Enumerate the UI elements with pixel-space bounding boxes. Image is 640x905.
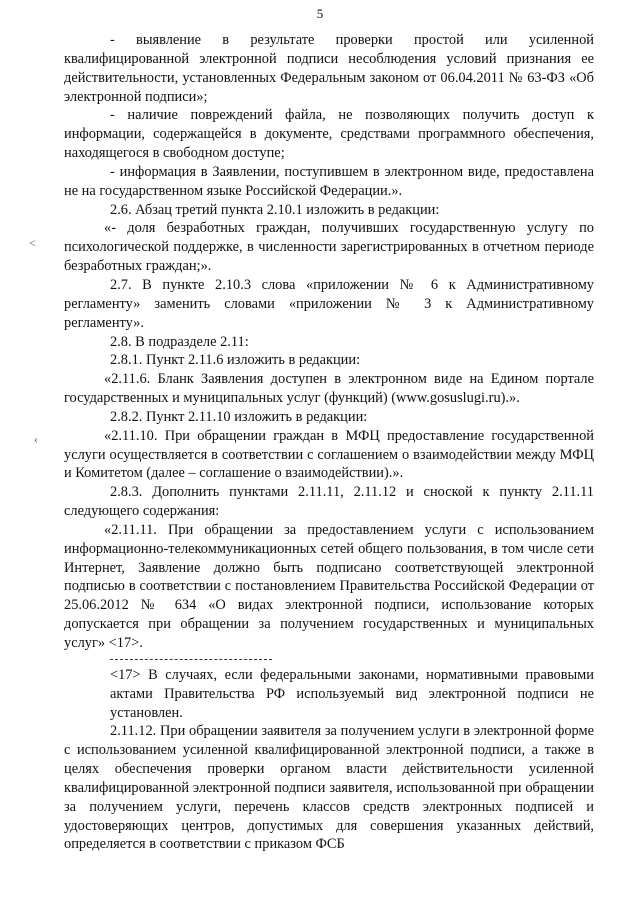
paragraph: 2.6. Абзац третий пункта 2.10.1 изложить в редакции: [110, 201, 440, 218]
margin-mark: < [29, 236, 36, 250]
quoted-paragraph: «2.11.10. При обращении граждан в МФЦ предоставление государственной услуги осуществляется в соответствии с соглашением о взаимодействии между МФЦ и Комитетом (далее – соглашение о взаимодействии).». [64, 427, 594, 482]
margin-mark: ‹ [34, 432, 38, 446]
document-body [64, 31, 594, 854]
quoted-paragraph: «2.11.11. При обращении за предоставлением услуги с использованием информационно-телекоммуникационных сетей общего пользования, в том числе сети Интернет, Заявление должно быть подписано соответствующей электронной подписью в соответствии с постановлением Правительства Российской Федерации от 25.06.2012 № 634 «О видах электронной подписи, использование которых допускается при обращении за получением государственных и муниципальных услуг» <17>. [64, 521, 594, 651]
paragraph: - наличие повреждений файла, не позволяющих получить доступ к информации, содержащейся в документе, средствами программного обеспечения, находящегося в свободном доступе; [64, 107, 594, 162]
quoted-paragraph: «- доля безработных граждан, получивших государственную услугу по психологической поддержке, в численности зарегистрированных в отчетном периоде безработных граждан;». [64, 220, 594, 275]
page-number: 5 [316, 6, 324, 21]
footnote-separator [110, 659, 272, 660]
paragraph: 2.8.1. Пункт 2.11.6 изложить в редакции: [110, 352, 361, 369]
paragraph: - информация в Заявлении, поступившем в электронном виде, предоставлена не на государственном языке Российской Федерации.». [64, 163, 594, 199]
quoted-paragraph: «2.11.6. Бланк Заявления доступен в электронном виде на Едином портале государственных и муниципальных услуг (функций) (www.gosuslugi.ru).». [64, 371, 594, 407]
paragraph: 2.8.3. Дополнить пунктами 2.11.11, 2.11.12 и сноской к пункту 2.11.11 следующего содержания: [64, 484, 594, 520]
paragraph: 2.11.12. При обращении заявителя за получением услуги в электронной форме с использованием усиленной квалифицированной электронной подписи, а также в целях обеспечения проверки органом власти действительности усиленной квалифицированной электронной подписи заявителя, использованной при обращении за получением услуги, перечень классов средств электронных подписей и удостоверяющих центров, допустимых для совершения указанных действий, определяется в соответствии с приказом ФСБ [64, 723, 594, 853]
footnote: <17> В случаях, если федеральными законами, нормативными правовыми актами Правительства РФ используемый вид электронной подписи не установлен. [110, 666, 594, 721]
paragraph: 2.7. В пункте 2.10.3 слова «приложении № 6 к Административному регламенту» заменить словами «приложении № 3 к Административному регламенту». [64, 276, 594, 331]
paragraph: 2.8. В подразделе 2.11: [110, 333, 249, 350]
paragraph: 2.8.2. Пункт 2.11.10 изложить в редакции: [110, 408, 368, 425]
paragraph: - выявление в результате проверки простой или усиленной квалифицированной электронной подписи несоблюдения условий признания ее действительности, установленных Федеральным законом от 06.04.2011 № 63-ФЗ «Об электронной подписи»; [64, 32, 594, 105]
